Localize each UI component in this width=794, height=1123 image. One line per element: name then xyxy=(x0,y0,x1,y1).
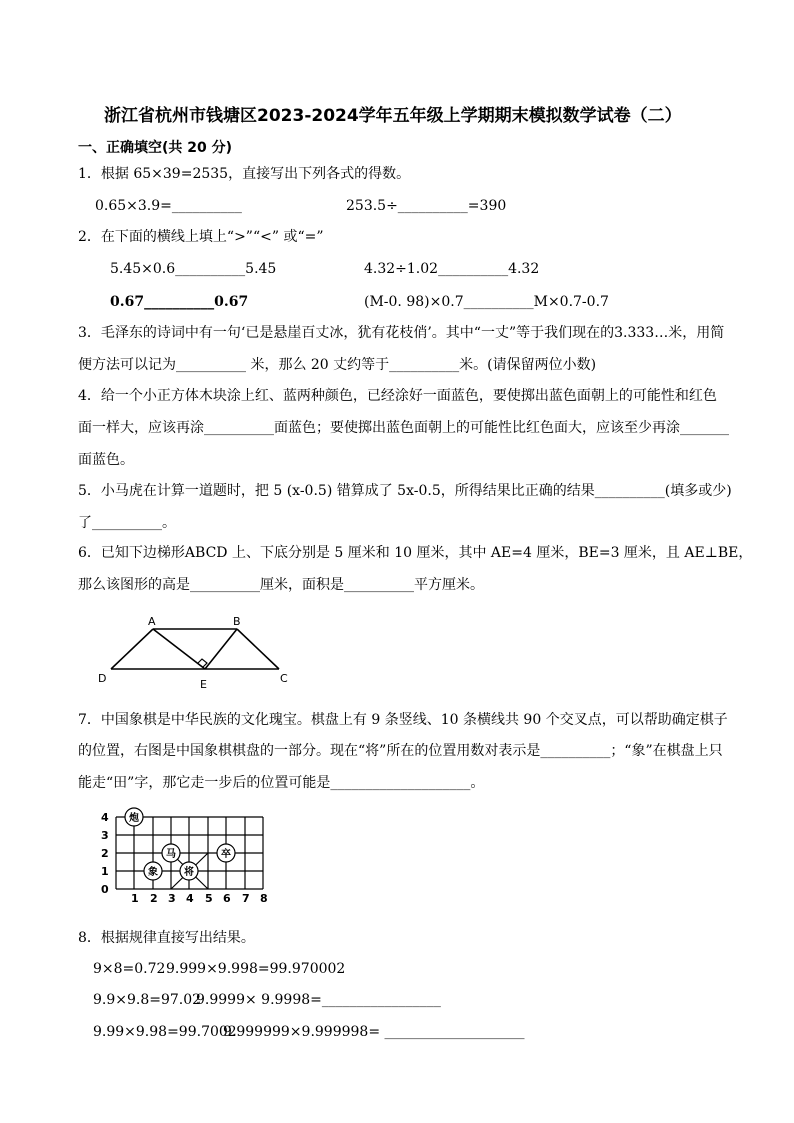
question-2-item-b: 4.32÷1.02__________4.32 xyxy=(364,261,540,277)
piece-jiang-label: 将 xyxy=(184,867,194,878)
question-4-line-1: 4．给一个小正方体木块涂上红、蓝两种颜色，已经涂好一面蓝色，要使掷出蓝色面朝上的可能性和红色 xyxy=(78,388,717,404)
question-8-row-2-left: 9.9×9.8=97.02 xyxy=(93,992,202,1008)
piece-xiang-label: 象 xyxy=(148,867,158,878)
piece-zu-label: 卒 xyxy=(221,849,231,860)
page-title: 浙江省杭州市钱塘区2023-2024学年五年级上学期期末模拟数学试卷（二） xyxy=(104,106,682,126)
question-2-item-a: 5.45×0.6__________5.45 xyxy=(110,261,277,277)
question-7-line-2: 的位置，右图是中国象棋棋盘的一部分。现在“将”所在的位置用数对表示是__________；“象”在棋盘上只 xyxy=(78,743,723,759)
question-7-line-3: 能走“田”字，那它走一步后的位置可能是____________________。 xyxy=(78,775,485,791)
question-2-item-c: 0.67__________0.67 xyxy=(110,294,249,310)
question-8-stem: 8．根据规律直接写出结果。 xyxy=(78,930,255,946)
question-8-row-2-right: 9.9999× 9.9998=_________________ xyxy=(196,992,441,1008)
vertex-label-c: C xyxy=(280,672,288,685)
question-4-line-3: 面蓝色。 xyxy=(78,452,134,468)
piece-pao-label: 炮 xyxy=(129,813,139,824)
question-8-row-1-right: 9.999×9.998=99.970002 xyxy=(166,961,346,977)
x-label: 8 xyxy=(260,892,268,905)
question-3-line-2: 便方法可以记为__________ 米，那么 20 丈约等于__________米。(请保留两位小数) xyxy=(78,357,597,373)
y-label: 1 xyxy=(101,865,109,878)
x-label: 1 xyxy=(131,892,139,905)
question-8-row-1-left: 9×8=0.72 xyxy=(93,961,166,977)
vertex-label-b: B xyxy=(233,615,241,628)
vertex-label-d: D xyxy=(98,672,107,685)
question-1-item-a: 0.65×3.9=__________ xyxy=(95,198,242,214)
question-2-item-d: (M-0. 98)×0.7__________M×0.7-0.7 xyxy=(364,294,609,310)
x-label: 2 xyxy=(150,892,158,905)
question-8-row-3-right: 9.999999×9.999998= ____________________ xyxy=(223,1024,525,1040)
question-1-stem: 1．根据 65×39=2535，直接写出下列各式的得数。 xyxy=(78,166,411,182)
x-label: 7 xyxy=(242,892,250,905)
trapezoid-figure xyxy=(92,610,307,694)
question-5-line-2: 了__________。 xyxy=(78,515,176,531)
x-label: 3 xyxy=(168,892,176,905)
y-label: 4 xyxy=(101,811,109,824)
question-1-item-b: 253.5÷__________=390 xyxy=(346,198,507,214)
y-label: 3 xyxy=(101,829,109,842)
question-8-row-3-left: 9.99×9.98=99.7002 xyxy=(93,1024,237,1040)
question-6-line-2: 那么该图形的高是__________厘米，面积是__________平方厘米。 xyxy=(78,577,484,593)
question-7-line-1: 7．中国象棋是中华民族的文化瑰宝。棋盘上有 9 条竖线、10 条横线共 90 个交叉点，可以帮助确定棋子 xyxy=(78,712,728,728)
question-6-line-1: 6．已知下边梯形ABCD 上、下底分别是 5 厘米和 10 厘米，其中 AE=4 厘米，BE=3 厘米，且 AE⊥BE， xyxy=(78,545,753,561)
question-2-stem: 2．在下面的横线上填上“>”“<” 或“=” xyxy=(78,229,324,245)
x-label: 4 xyxy=(186,892,194,905)
x-label: 5 xyxy=(205,892,213,905)
question-4-line-2: 面一样大，应该再涂__________面蓝色；要使掷出蓝色面朝上的可能性比红色面大，应该至少再涂_______ xyxy=(78,420,729,436)
section-heading: 一、正确填空(共 20 分) xyxy=(78,140,233,156)
x-label: 6 xyxy=(223,892,231,905)
vertex-label-e: E xyxy=(200,678,207,691)
chess-board-figure xyxy=(96,805,276,905)
y-label: 0 xyxy=(101,883,109,896)
piece-ma-label: 马 xyxy=(166,849,176,860)
question-5-line-1: 5．小马虎在计算一道题时，把 5 (x-0.5) 错算成了 5x-0.5，所得结果比正确的结果__________(填多或少) xyxy=(78,483,732,499)
vertex-label-a: A xyxy=(148,615,156,628)
question-3-line-1: 3．毛泽东的诗词中有一句‘已是悬崖百丈冰，犹有花枝俏’。其中“一丈”等于我们现在的3.333…米，用简 xyxy=(78,325,725,341)
y-label: 2 xyxy=(101,847,109,860)
